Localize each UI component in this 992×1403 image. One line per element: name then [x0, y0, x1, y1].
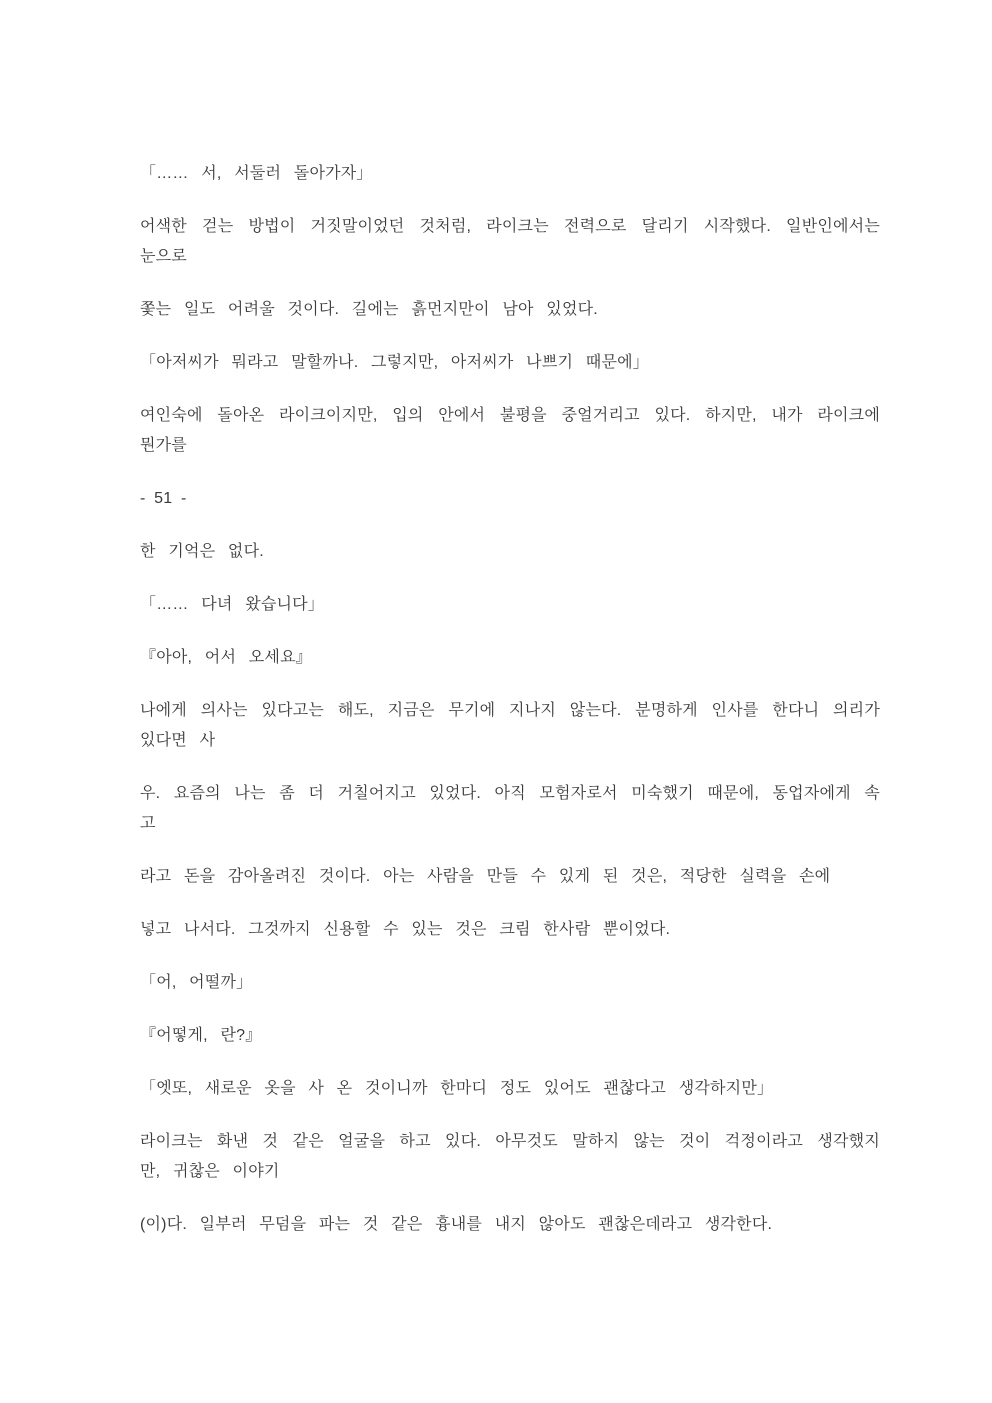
- paragraph: [140, 348, 880, 378]
- paragraph: [140, 590, 880, 620]
- dialogue-line: 「…… 서, 서둘러 돌아가자」: [140, 165, 373, 182]
- dialogue-line: 「엣또, 새로운 옷을 사 온 것이니까 한마디 정도 있어도 괜찮다고 생각하지만」: [140, 1080, 774, 1097]
- text-line: 쫓는 일도 어려울 것이다. 길에는 흙먼지만이 남아 있었다.: [140, 301, 598, 318]
- text-line: 만, 귀찮은 이야기: [140, 1163, 280, 1180]
- paragraph: [140, 1210, 880, 1240]
- dialogue-line: 「…… 다녀 왔습니다」: [140, 596, 325, 613]
- text-line: 어색한 걷는 방법이 거짓말이었던 것처럼, 라이크는 전력으로 달리기 시작했다. 일반인에서는: [140, 218, 880, 235]
- paragraph: [140, 1074, 880, 1104]
- paragraph: [140, 295, 880, 325]
- paragraph: [140, 401, 880, 461]
- paragraph: [140, 643, 880, 673]
- paragraph: [140, 212, 880, 272]
- text-content: [140, 159, 880, 1240]
- dialogue-line: 「아저씨가 뭐라고 말할까나. 그렇지만, 아저씨가 나쁘기 때문에」: [140, 354, 649, 371]
- text-line: 있다면 사: [140, 732, 216, 749]
- paragraph: [140, 779, 880, 839]
- text-line: 라이크는 화낸 것 같은 얼굴을 하고 있다. 아무것도 말하지 않는 것이 걱정이라고 생각했지: [140, 1133, 880, 1150]
- paragraph: [140, 968, 880, 998]
- paragraph: [140, 862, 880, 892]
- text-line: 한 기억은 없다.: [140, 543, 264, 560]
- paragraph: [140, 537, 880, 567]
- text-line: 여인숙에 돌아온 라이크이지만, 입의 안에서 불평을 중얼거리고 있다. 하지만, 내가 라이크에: [140, 407, 880, 424]
- text-line: 넣고 나서다. 그것까지 신용할 수 있는 것은 크림 한사람 뿐이었다.: [140, 921, 671, 938]
- paragraph: [140, 1021, 880, 1051]
- paragraph: [140, 915, 880, 945]
- text-line: 눈으로: [140, 248, 187, 265]
- paragraph: [140, 696, 880, 756]
- text-line: 뭔가를: [140, 437, 187, 454]
- dialogue-line: 『아아, 어서 오세요』: [140, 649, 312, 666]
- paragraph: [140, 1127, 880, 1187]
- text-line: 고: [140, 815, 156, 832]
- dialogue-line: 『어떻게, 란?』: [140, 1027, 262, 1044]
- text-line: 우. 요즘의 나는 좀 더 거칠어지고 있었다. 아직 모험자로서 미숙했기 때문에, 동업자에게 속: [140, 785, 880, 802]
- paragraph: [140, 159, 880, 189]
- text-line: 라고 돈을 감아올려진 것이다. 아는 사람을 만들 수 있게 된 것은, 적당한 실력을 손에: [140, 868, 831, 885]
- paragraph: [140, 484, 880, 514]
- page-number: - 51 -: [140, 490, 187, 507]
- text-line: (이)다. 일부러 무덤을 파는 것 같은 흉내를 내지 않아도 괜찮은데라고 생각한다.: [140, 1216, 773, 1233]
- text-line: 나에게 의사는 있다고는 해도, 지금은 무기에 지나지 않는다. 분명하게 인사를 한다니 의리가: [140, 702, 880, 719]
- dialogue-line: 「어, 어떨까」: [140, 974, 253, 991]
